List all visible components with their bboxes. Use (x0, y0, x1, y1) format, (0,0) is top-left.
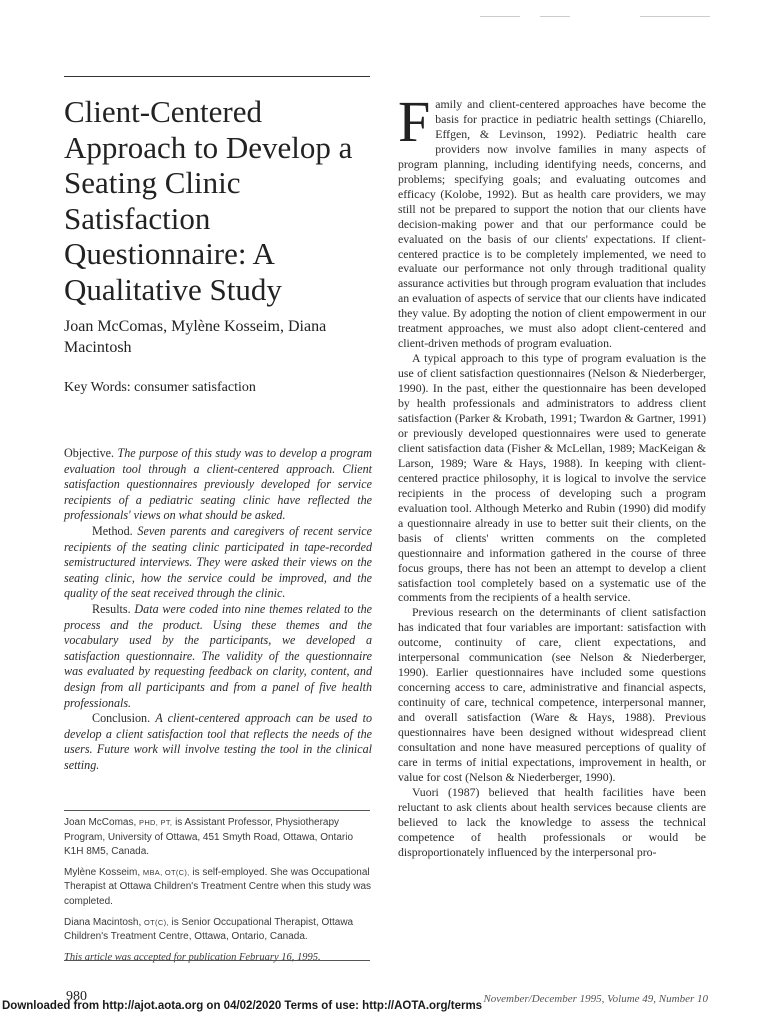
objective-text: The purpose of this study was to develop a program evaluation tool through a client-centered approach. Client satisfaction questionnaires previously developed for service recipients of a pediatric seating clinic have reflected the professionals' views on what should be asked. (64, 446, 372, 523)
conclusion-text: A client-centered approach can be used to develop a client satisfaction tool that reflects the needs of the users. Future work will involve testing the tool in the clinical setting. (64, 711, 372, 772)
affiliation-2-credentials: MBA, OT(C), (142, 867, 190, 877)
body-paragraph-3: Previous research on the determinants of client satisfaction has indicated that four variables are important: satisfaction with outcome, continuity of care, client expectations, and interpersonal communication (see Nelson & Niederberger, 1990). Earlier questionnaires have included some questions concerning access to care, administrative and financial aspects, continuity of care, technical competence, interpersonal manner, and overall satisfaction (Ware & Hays, 1988). Previous questionnaires have been designed without widespread client consultation and none have measured perceptions of quality of care in terms of initial expectations, improvement in health, or value for cost (Nelson & Niederberger, 1990). (398, 605, 706, 784)
abstract (64, 446, 372, 773)
body-paragraph-1 (398, 89, 706, 351)
body-paragraph-2: A typical approach to this type of program evaluation is the use of client satisfaction questionnaires (Nelson & Niederberger, 1990). In the past, either the questionnaire has been developed by health professionals and administrators to address client satisfaction (Parker & Krobath, 1991; Twardon & Gartner, 1991) or previously developed questionnaires were used to generate client satisfaction data (Fisher & McLellan, 1989; MacKeigan & Larson, 1989; Ware & Hays, 1988). In keeping with client-centered practice philosophy, it is logical to involve the service recipients in the process of developing such a program evaluation tool. Although Meterko and Rubin (1990) did modify a questionnaire already in use to better suit their clients, on the basis of clients' written comments on the completed questionnaire and information gathered in the course of three focus groups, there has not been an attempt to develop a client satisfaction tool completely based on a systematic use of the comments from the recipients of a health service. (398, 351, 706, 605)
method-text: Seven parents and caregivers of recent service recipients of the seating clinic participated in tape-recorded semistructured interviews. They were asked their views on the seating clinic, how the service could be improved, and the quality of the seat received through the clinic. (64, 523, 373, 601)
affiliation-3-text: is Senior Occupational Therapist, Ottawa Children's Treatment Centre, Ottawa, Ontario, Canada. (64, 916, 354, 943)
scan-mark (640, 16, 710, 17)
objective-label: Objective. (64, 446, 115, 460)
affiliation-2 (64, 866, 372, 910)
affiliation-1-name: Joan McComas, (64, 817, 137, 828)
abstract-results (64, 602, 372, 711)
author-list: Joan McComas, Mylène Kosseim, Diana Macintosh (64, 318, 327, 356)
affiliation-3-credentials: OT(C), (144, 917, 169, 927)
affiliation-3-name: Diana Macintosh, (64, 916, 142, 928)
affiliation-1-credentials: PHD, PT, (139, 818, 173, 827)
affiliation-2-name: Mylène Kosseim, (64, 866, 141, 878)
body-paragraph-1-text: amily and client-centered approaches have become the basis for practice in pediatric health settings (Chiarello, Effgen, & Levinson, 1992). Pediatric health care providers now involve families in many aspects of program planning, including identifying needs, concerns, and problems; specifying goals; and evaluating outcomes and efficacy (Kolobe, 1992). But as health care providers, we may still not be prepared to support the notion that our clients have decision-making power and that our performance could be evaluated on the basis of our clients' expectations. If client-centered practice is to be completely implemented, we need to evaluate our performance not only through traditional quality assurance activities but through program evaluation that includes an evaluation of aspects of service that our clients have indicated they value. By adopting the notion of client empowerment in our treatment approaches, we must also adopt client-centered and client-driven methods of program evaluation. (398, 97, 706, 351)
drop-cap: F (398, 89, 431, 154)
scan-mark (480, 16, 520, 17)
affiliation-2-text: is self-employed. She was Occupational Therapist at Ottawa Children's Treatment Centre when this study was completed. (64, 866, 372, 907)
author-affiliations (64, 816, 372, 971)
affiliation-3 (64, 916, 372, 945)
page-number: 980 (66, 989, 87, 1004)
method-label: Method. (92, 523, 133, 538)
article-title: Client-Centered Approach to Develop a Seating Clinic Satisfaction Questionnaire: A Qualitative Study (64, 94, 353, 307)
affiliation-1-text: is Assistant Professor, Physiotherapy Program, University of Ottawa, 451 Smyth Road, Ottawa, Ontario K1H 8M5, Canada. (64, 817, 354, 858)
scan-mark (540, 16, 570, 17)
title-rule (64, 76, 370, 77)
affiliation-1 (64, 816, 372, 860)
abstract-objective (64, 446, 372, 524)
results-label: Results. (92, 601, 131, 616)
acceptance-note: This article was accepted for publication February 16, 1995. (64, 951, 321, 963)
body-paragraph-4: Vuori (1987) believed that health facilities have been reluctant to ask clients about health services because clients are believed to lack the knowledge to assess the technical competence of health professionals or would be disproportionately influenced by the interpersonal pro- (398, 784, 706, 859)
abstract-conclusion (64, 711, 372, 773)
keywords: Key Words: consumer satisfaction (64, 380, 256, 395)
journal-citation: November/December 1995, Volume 49, Number 10 (483, 993, 708, 1005)
body-text-column (398, 89, 706, 860)
conclusion-label: Conclusion. (92, 711, 151, 726)
download-notice[interactable]: Downloaded from http://ajot.aota.org on 04/02/2020 Terms of use: http://AOTA.org/terms (2, 1000, 483, 1012)
abstract-method (64, 524, 372, 602)
affiliation-rule (64, 810, 370, 811)
results-text: Data were coded into nine themes related to the process and the product. Using these themes and the vocabulary used by the participants, we developed a satisfaction questionnaire. The validity of the questionnaire was evaluated by requesting feedback on clarity, content, and design from all participants and from a panel of five health professionals. (64, 601, 372, 710)
affiliation-bottom-rule (64, 960, 370, 961)
